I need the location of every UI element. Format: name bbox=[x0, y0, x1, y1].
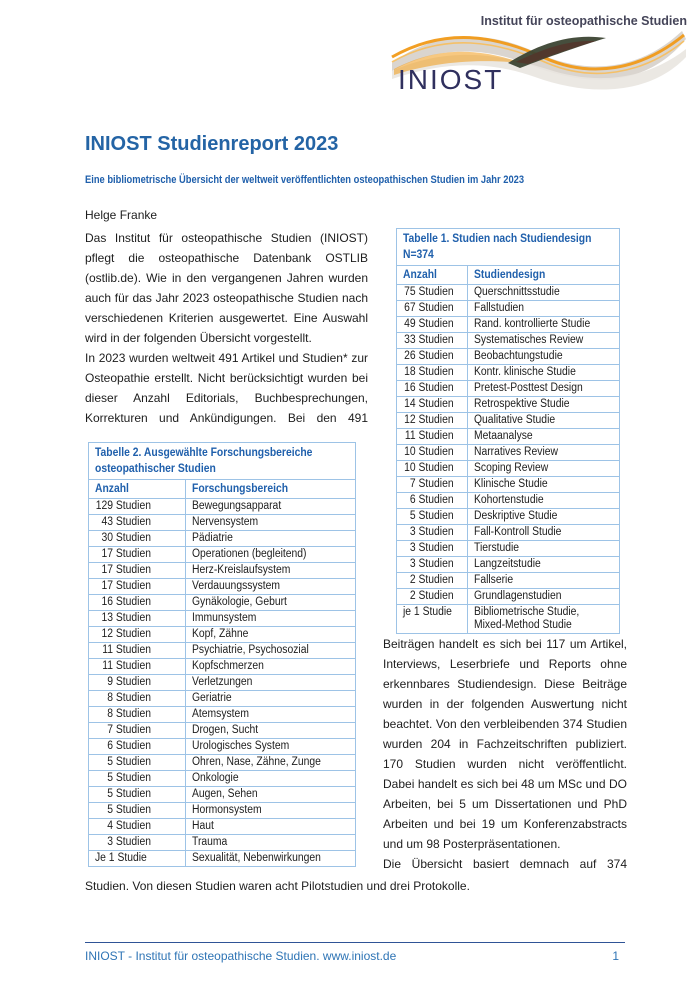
column-header-forschungsbereich: Forschungsbereich bbox=[186, 480, 356, 499]
anzahl-cell: 7 Studien bbox=[397, 477, 468, 493]
logo-institute-text: Institut für osteopathische Studien bbox=[480, 14, 687, 28]
column-header-anzahl: Anzahl bbox=[397, 266, 468, 285]
label-cell: Drogen, Sucht bbox=[186, 723, 356, 739]
table-row bbox=[89, 659, 356, 675]
label-cell: Hormonsystem bbox=[186, 803, 356, 819]
label-cell: Psychiatrie, Psychosozial bbox=[186, 643, 356, 659]
anzahl-cell: 11 Studien bbox=[397, 429, 468, 445]
table-row bbox=[89, 547, 356, 563]
anzahl-cell: 8 Studien bbox=[89, 707, 186, 723]
table-header-row bbox=[397, 266, 620, 285]
anzahl-cell: 3 Studien bbox=[89, 835, 186, 851]
label-cell: Urologisches System bbox=[186, 739, 356, 755]
table-row bbox=[397, 589, 620, 605]
table-row bbox=[397, 333, 620, 349]
table-row bbox=[89, 755, 356, 771]
anzahl-cell: 16 Studien bbox=[397, 381, 468, 397]
table-row bbox=[397, 573, 620, 589]
anzahl-cell: 9 Studien bbox=[89, 675, 186, 691]
anzahl-cell: 3 Studien bbox=[397, 541, 468, 557]
label-cell: Immunsystem bbox=[186, 611, 356, 627]
anzahl-cell: 5 Studien bbox=[89, 771, 186, 787]
table-row bbox=[397, 509, 620, 525]
table-title: Tabelle 1. Studien nach Studiendesign N=374 bbox=[397, 229, 620, 266]
anzahl-cell: Je 1 Studie bbox=[89, 851, 186, 867]
document-body bbox=[85, 0, 627, 896]
label-cell: Metaanalyse bbox=[468, 429, 620, 445]
table-row bbox=[89, 627, 356, 643]
anzahl-cell: 2 Studien bbox=[397, 573, 468, 589]
label-cell: Kontr. klinische Studie bbox=[468, 365, 620, 381]
table-row bbox=[89, 707, 356, 723]
label-cell: Onkologie bbox=[186, 771, 356, 787]
table-row bbox=[397, 285, 620, 301]
table-row bbox=[397, 317, 620, 333]
table-row bbox=[89, 499, 356, 515]
label-cell: Rand. kontrollierte Studie bbox=[468, 317, 620, 333]
table-row bbox=[397, 381, 620, 397]
anzahl-cell: 18 Studien bbox=[397, 365, 468, 381]
table-row bbox=[89, 611, 356, 627]
table-row bbox=[89, 691, 356, 707]
table-row bbox=[89, 595, 356, 611]
label-cell: Sexualität, Nebenwirkungen bbox=[186, 851, 356, 867]
anzahl-cell: 17 Studien bbox=[89, 579, 186, 595]
label-cell: Gynäkologie, Geburt bbox=[186, 595, 356, 611]
label-cell: Fallserie bbox=[468, 573, 620, 589]
table-row bbox=[397, 477, 620, 493]
two-column-section bbox=[85, 228, 627, 874]
table-row bbox=[397, 605, 620, 634]
anzahl-cell: 6 Studien bbox=[397, 493, 468, 509]
footer-text: INIOST - Institut für osteopathische Studien. www.iniost.de bbox=[85, 949, 397, 963]
anzahl-cell: 7 Studien bbox=[89, 723, 186, 739]
anzahl-cell: 5 Studien bbox=[89, 755, 186, 771]
anzahl-cell: 5 Studien bbox=[89, 787, 186, 803]
table-forschungsbereiche bbox=[88, 442, 356, 867]
page-title: INIOST Studienreport 2023 bbox=[85, 133, 339, 155]
anzahl-cell: 8 Studien bbox=[89, 691, 186, 707]
label-cell: Trauma bbox=[186, 835, 356, 851]
anzahl-cell: 49 Studien bbox=[397, 317, 468, 333]
table-row bbox=[89, 723, 356, 739]
right-column bbox=[383, 228, 627, 874]
anzahl-cell: 3 Studien bbox=[397, 525, 468, 541]
label-cell: Augen, Sehen bbox=[186, 787, 356, 803]
anzahl-cell: 14 Studien bbox=[397, 397, 468, 413]
anzahl-cell: 67 Studien bbox=[397, 301, 468, 317]
column-header-anzahl: Anzahl bbox=[89, 480, 186, 499]
logo-acronym: INIOST bbox=[398, 64, 504, 95]
table-row bbox=[89, 515, 356, 531]
anzahl-cell: 6 Studien bbox=[89, 739, 186, 755]
anzahl-cell: 4 Studien bbox=[89, 819, 186, 835]
table-title-row bbox=[89, 443, 356, 480]
table-row bbox=[89, 563, 356, 579]
label-cell: Herz-Kreislaufsystem bbox=[186, 563, 356, 579]
anzahl-cell: 16 Studien bbox=[89, 595, 186, 611]
table-row bbox=[397, 445, 620, 461]
table-row bbox=[89, 771, 356, 787]
label-cell: Bibliometrische Studie, Mixed-Method Studie bbox=[468, 605, 620, 634]
anzahl-cell: 12 Studien bbox=[89, 627, 186, 643]
anzahl-cell: 129 Studien bbox=[89, 499, 186, 515]
table-row bbox=[89, 787, 356, 803]
table-row bbox=[397, 493, 620, 509]
anzahl-cell: 10 Studien bbox=[397, 445, 468, 461]
label-cell: Tierstudie bbox=[468, 541, 620, 557]
anzahl-cell: 43 Studien bbox=[89, 515, 186, 531]
table-row bbox=[397, 397, 620, 413]
anzahl-cell: 26 Studien bbox=[397, 349, 468, 365]
table-header-row bbox=[89, 480, 356, 499]
label-cell: Kohortenstudie bbox=[468, 493, 620, 509]
table-title-row bbox=[397, 229, 620, 266]
label-cell: Grundlagenstudien bbox=[468, 589, 620, 605]
table-row bbox=[397, 365, 620, 381]
table-row bbox=[89, 803, 356, 819]
column-header-studiendesign: Studiendesign bbox=[468, 266, 620, 285]
label-cell: Kopfschmerzen bbox=[186, 659, 356, 675]
label-cell: Pretest-Posttest Design bbox=[468, 381, 620, 397]
anzahl-cell: 3 Studien bbox=[397, 557, 468, 573]
anzahl-cell: 11 Studien bbox=[89, 643, 186, 659]
label-cell: Nervensystem bbox=[186, 515, 356, 531]
label-cell: Qualitative Studie bbox=[468, 413, 620, 429]
anzahl-cell: 13 Studien bbox=[89, 611, 186, 627]
paragraph: Die Übersicht basiert demnach auf 374 bbox=[383, 857, 627, 871]
label-cell: Langzeitstudie bbox=[468, 557, 620, 573]
anzahl-cell: 11 Studien bbox=[89, 659, 186, 675]
anzahl-cell: je 1 Studie bbox=[397, 605, 468, 634]
table-row bbox=[89, 531, 356, 547]
label-cell: Fall-Kontroll Studie bbox=[468, 525, 620, 541]
anzahl-cell: 10 Studien bbox=[397, 461, 468, 477]
anzahl-cell: 5 Studien bbox=[397, 509, 468, 525]
anzahl-cell: 12 Studien bbox=[397, 413, 468, 429]
label-cell: Fallstudien bbox=[468, 301, 620, 317]
table-studiendesign bbox=[396, 228, 620, 634]
label-cell: Scoping Review bbox=[468, 461, 620, 477]
label-cell: Geriatrie bbox=[186, 691, 356, 707]
label-cell: Bewegungsapparat bbox=[186, 499, 356, 515]
author-name: Helge Franke bbox=[85, 208, 158, 222]
table-row bbox=[397, 557, 620, 573]
table-row bbox=[397, 413, 620, 429]
table-row bbox=[89, 835, 356, 851]
paragraph: Das Institut für osteopathische Studien (INIOST) pflegt die osteopathische Datenbank OSTLIB (ostlib.de). Wie in den vergangenen Jahren wurden auch für das Jahr 2023 osteopathische Studien nach verschiedenen Kriterien ausgewertet. Eine Auswahl wird in der folgenden Übersicht vorgestellt. bbox=[85, 231, 368, 345]
label-cell: Systematisches Review bbox=[468, 333, 620, 349]
table-title: Tabelle 2. Ausgewählte Forschungsbereiche osteopathischer Studien bbox=[89, 443, 356, 480]
paragraph: Beiträgen handelt es sich bei 117 um Artikel, Interviews, Leserbriefe und Reports ohne erkennbares Studiendesign. Diese Beiträge wurden in der folgenden Auswertung nicht beachtet. Von den verbleibenden 374 Studien wurden 204 in Fachzeitschriften publiziert. 170 Studien wurden nicht veröffentlicht. Dabei handelt es sich bei 48 um MSc und DO Arbeiten, bei 5 um Dissertationen und PhD Arbeiten und bei 19 um Konferenzabstracts und um 98 Posterpräsentationen. bbox=[383, 637, 627, 851]
label-cell: Querschnittsstudie bbox=[468, 285, 620, 301]
anzahl-cell: 5 Studien bbox=[89, 803, 186, 819]
anzahl-cell: 30 Studien bbox=[89, 531, 186, 547]
table-row bbox=[89, 643, 356, 659]
table-row bbox=[89, 851, 356, 867]
label-cell: Verletzungen bbox=[186, 675, 356, 691]
label-cell: Atemsystem bbox=[186, 707, 356, 723]
anzahl-cell: 2 Studien bbox=[397, 589, 468, 605]
label-cell: Klinische Studie bbox=[468, 477, 620, 493]
label-cell: Ohren, Nase, Zähne, Zunge bbox=[186, 755, 356, 771]
table-row bbox=[397, 301, 620, 317]
page-number: 1 bbox=[612, 949, 619, 963]
table-row bbox=[89, 675, 356, 691]
left-column bbox=[85, 228, 368, 874]
paragraph: In 2023 wurden weltweit 491 Artikel und Studien* zur Osteopathie erstellt. Nicht berücksichtigt wurden bei dieser Anzahl Editorials, Buchbesprechungen, Korrekturen und Ankündigungen. Bei den 491 bbox=[85, 351, 368, 425]
page-footer bbox=[85, 942, 625, 964]
table-row bbox=[89, 739, 356, 755]
anzahl-cell: 17 Studien bbox=[89, 547, 186, 563]
table-row bbox=[397, 525, 620, 541]
table-row bbox=[89, 819, 356, 835]
label-cell: Kopf, Zähne bbox=[186, 627, 356, 643]
label-cell: Operationen (begleitend) bbox=[186, 547, 356, 563]
table-row bbox=[397, 541, 620, 557]
label-cell: Retrospektive Studie bbox=[468, 397, 620, 413]
table-row bbox=[397, 461, 620, 477]
label-cell: Haut bbox=[186, 819, 356, 835]
label-cell: Verdauungssystem bbox=[186, 579, 356, 595]
anzahl-cell: 17 Studien bbox=[89, 563, 186, 579]
subtitle: Eine bibliometrische Übersicht der weltweit veröffentlichten osteopathischen Studien im Jahr 2023 bbox=[85, 174, 525, 186]
label-cell: Deskriptive Studie bbox=[468, 509, 620, 525]
anzahl-cell: 75 Studien bbox=[397, 285, 468, 301]
label-cell: Narratives Review bbox=[468, 445, 620, 461]
anzahl-cell: 33 Studien bbox=[397, 333, 468, 349]
closing-line: Studien. Von diesen Studien waren acht Pilotstudien und drei Protokolle. bbox=[85, 879, 470, 893]
label-cell: Pädiatrie bbox=[186, 531, 356, 547]
table-row bbox=[397, 349, 620, 365]
table-row bbox=[397, 429, 620, 445]
label-cell: Beobachtungstudie bbox=[468, 349, 620, 365]
table-row bbox=[89, 579, 356, 595]
